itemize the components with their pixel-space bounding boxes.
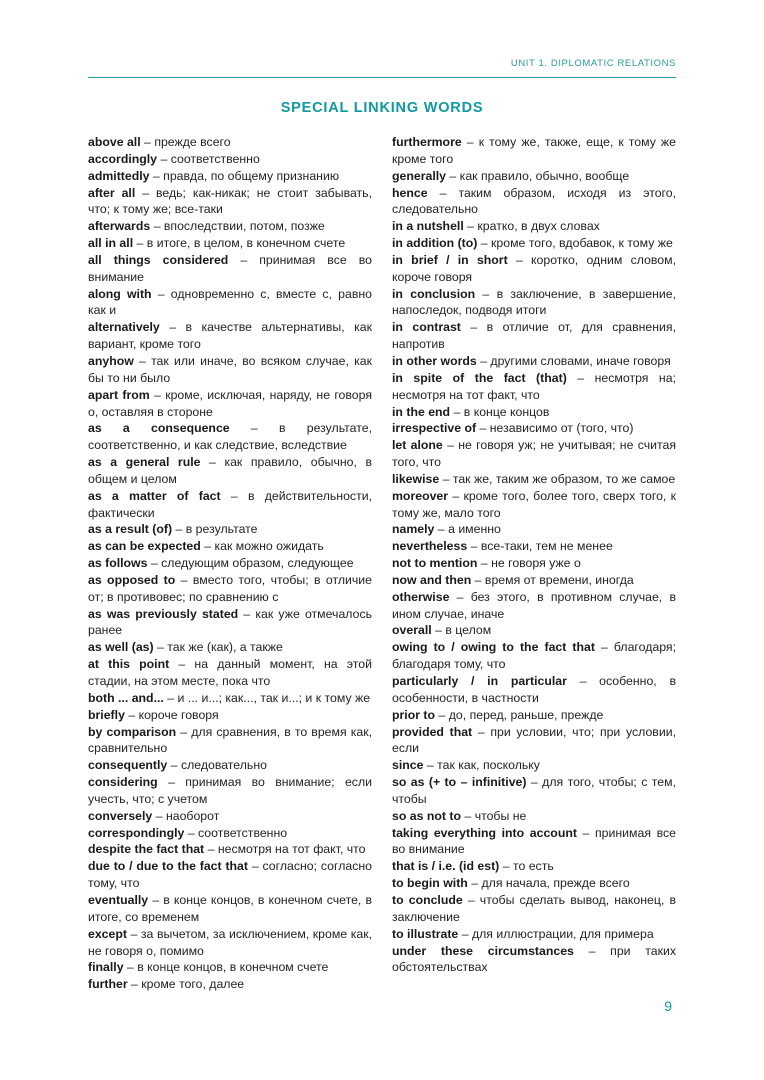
entry-term: eventually [88,892,149,907]
entry-term: to illustrate [392,926,459,941]
entry-term: as a consequence [88,421,230,436]
entry: in the end – в конце концов [392,404,550,419]
entry: except – за вычетом, за исключением, кроме как, не говоря о, помимо [88,926,372,958]
entry: anyhow – так или иначе, во всяком случае, как бы то ни было [88,353,372,385]
entry-term: as opposed to [88,572,176,587]
entry-term: further [88,977,128,992]
entry: both ... and... – и ... и...; как..., так и...; и к тому же [88,690,371,705]
entry-term: let alone [392,438,443,453]
entry: at this point – на данный момент, на этой стадии, на этом месте, пока что [88,657,372,688]
entry: under these circumstances – при таких обстоятельствах [392,943,676,975]
entry-term: as a general rule [88,455,201,470]
entry-term: so as (+ to – infinitive) [392,775,527,790]
entries-column-right [392,134,676,993]
entry-term: taking everything into account [392,825,577,840]
running-head: UNIT 1. DIPLOMATIC RELATIONS [510,58,676,69]
entry: to illustrate – для иллюстрации, для примера [392,926,654,941]
entry-term: as well (as) [88,640,154,655]
entry-term: as a result (of) [88,522,173,537]
entry: so as (+ to – infinitive) – для того, чтобы; с тем, чтобы [392,775,677,806]
entry: above all – прежде всего [88,135,231,149]
entry: consequently – следовательно [88,758,267,773]
entry: generally – как правило, обычно, вообще [392,168,630,183]
entry-term: generally [392,168,446,183]
entry-term: in the end [392,404,451,419]
entry-term: in other words [392,353,477,368]
entry-term: afterwards [88,219,151,234]
entry-term: to conclude [392,892,463,907]
entry: afterwards – впоследствии, потом, позже [88,219,325,234]
entry-term: as can be expected [88,539,201,554]
entry-term: in conclusion [392,286,476,301]
entry-term: along with [88,286,152,301]
entry-term: alternatively [88,320,160,335]
entry-term: briefly [88,707,125,722]
entry-term: in addition (to) [392,236,478,251]
entry-term: owing to / owing to the fact that [392,640,595,655]
entry: provided that – при условии, что; при условии, если [392,724,676,756]
entry-term: in brief / in short [392,252,508,267]
page-number: 9 [664,998,672,1014]
entry: particularly / in particular – особенно, в особенности, в частности [392,674,676,705]
entry: accordingly – соответственно [88,151,260,166]
entry: otherwise – без этого, в противном случае, в ином случае, иначе [392,589,676,621]
entry: nevertheless – все-таки, тем не менее [392,539,613,554]
entry-term: due to / due to the fact that [88,859,248,874]
entry: in brief / in short – коротко, одним словом, короче говоря [392,252,676,284]
entry-term: by comparison [88,724,177,739]
entry: apart from – кроме, исключая, наряду, не говоря о, оставляя в стороне [88,387,372,419]
entry: along with – одновременно с, вместе с, равно как и [88,286,373,318]
entry-term: above all [88,135,141,149]
entry-term: except [88,926,127,941]
entry: admittedly – правда, по общему признанию [88,168,340,183]
entry-term: overall [392,623,432,638]
entry: briefly – короче говоря [88,707,219,722]
entry: alternatively – в качестве альтернативы, как вариант, кроме того [88,320,372,352]
entry-term: both ... and... [88,690,164,705]
entry-term: moreover [392,488,449,503]
entry: due to / due to the fact that – согласно; согласно тому, что [88,859,372,891]
page-title: SPECIAL LINKING WORDS [280,100,484,116]
entry: considering – принимая во внимание; если учесть, что; с учетом [88,775,372,806]
entry-term: apart from [88,387,150,402]
entry-term: to begin with [392,876,468,891]
entry-term: irrespective of [392,421,477,436]
entry: conversely – наоборот [88,808,220,823]
entry: all things considered – принимая все во внимание [88,252,372,284]
entry-term: since [392,758,424,773]
entry-term: all things considered [88,252,229,267]
entry-term: in spite of the fact (that) [392,370,567,385]
entry: overall – в целом [392,623,492,638]
entry: to conclude – чтобы сделать вывод, наконец, в заключение [392,892,676,924]
entry: since – так как, поскольку [392,758,540,773]
entry-term: namely [392,522,435,537]
entry: irrespective of – независимо от (того, что) [392,421,634,436]
entry-term: accordingly [88,151,158,166]
entry: further – кроме того, далее [88,977,245,992]
entry: so as not to – чтобы не [392,808,527,823]
entry-term: so as not to [392,808,462,823]
entry-term: admittedly [88,168,150,183]
entry: likewise – так же, таким же образом, то же самое [392,471,676,486]
entry: that is / i.e. (id est) – то есть [392,859,554,874]
entry-term: that is / i.e. (id est) [392,859,500,874]
entry: after all – ведь; как-никак; не стоит забывать, что; к тому же; все-таки [88,185,372,217]
entry: taking everything into account – принимая все во внимание [392,825,676,857]
entry: prior to – до, перед, раньше, прежде [392,707,604,722]
entry: in other words – другими словами, иначе говоря [392,353,671,368]
entry-term: likewise [392,471,440,486]
entry: as was previously stated – как уже отмечалось ранее [88,606,372,638]
entry: owing to / owing to the fact that – благодаря; благодаря тому, что [392,640,676,672]
entry: as follows – следующим образом, следующее [88,556,354,571]
entry-term: finally [88,960,124,975]
entry-term: as follows [88,556,148,571]
entry: as a general rule – как правило, обычно, в общем и целом [88,455,372,486]
entry-term: despite the fact that [88,842,205,857]
entry: furthermore – к тому же, также, еще, к тому же кроме того [392,135,676,166]
entry: as can be expected – как можно ожидать [88,539,324,554]
entry-term: anyhow [88,353,134,368]
entry: now and then – время от времени, иногда [392,572,634,587]
entry: let alone – не говоря уж; не учитывая; не считая того, что [392,438,676,470]
entry: as a result (of) – в результате [88,522,258,537]
entry: in spite of the fact (that) – несмотря на; несмотря на тот факт, что [392,370,676,402]
entry: hence – таким образом, исходя из этого, следовательно [392,185,676,217]
entry-term: consequently [88,758,168,773]
entry-term: in contrast [392,320,461,335]
entry-term: as was previously stated [88,606,239,621]
entry: to begin with – для начала, прежде всего [392,876,630,891]
entry-term: provided that [392,724,473,739]
entry-term: correspondingly [88,825,185,840]
entry-term: conversely [88,808,153,823]
entry-term: now and then [392,572,472,587]
entry: in a nutshell – кратко, в двух словах [392,219,600,234]
entry-term: under these circumstances [392,943,574,958]
entries-column-left [88,134,372,993]
entry-term: considering [88,775,158,790]
entry: not to mention – не говоря уже о [392,556,581,571]
entry-term: at this point [88,657,170,672]
entry-term: hence [392,185,428,200]
entry: moreover – кроме того, более того, сверх того, к тому же, мало того [392,488,676,520]
entry: in conclusion – в заключение, в завершение, напоследок, подводя итоги [392,286,676,318]
entry: all in all – в итоге, в целом, в конечном счете [88,236,346,251]
entry: as opposed to – вместо того, чтобы; в отличие от; в противовес; по сравнению с [88,572,372,604]
entry: in addition (to) – кроме того, вдобавок, к тому же [392,236,673,251]
entry-term: as a matter of fact [88,488,221,503]
entry-term: furthermore [392,135,462,149]
entry-term: particularly / in particular [392,674,567,688]
header-rule [88,77,676,78]
entry: correspondingly – соответственно [88,825,288,840]
entry-term: after all [88,185,136,200]
entry: eventually – в конце концов, в конечном счете, в итоге, со временем [88,892,372,924]
entry-term: prior to [392,707,436,722]
entry: in contrast – в отличие от, для сравнения, напротив [392,320,676,352]
entry: namely – а именно [392,522,501,537]
entry: as a consequence – в результате, соответственно, и как следствие, вследствие [88,421,372,453]
entry: as well (as) – так же (как), а также [88,640,283,655]
entry-term: all in all [88,236,134,251]
two-column-layout [88,134,676,993]
entry-term: nevertheless [392,539,468,554]
entry-term: not to mention [392,556,478,571]
entry-term: otherwise [392,589,450,604]
entry: by comparison – для сравнения, в то время как, сравнительно [88,724,373,756]
entry: despite the fact that – несмотря на тот факт, что [88,842,366,857]
entry: as a matter of fact – в действительности, фактически [88,488,372,520]
entry-term: in a nutshell [392,219,464,234]
entry: finally – в конце концов, в конечном счете [88,960,329,975]
